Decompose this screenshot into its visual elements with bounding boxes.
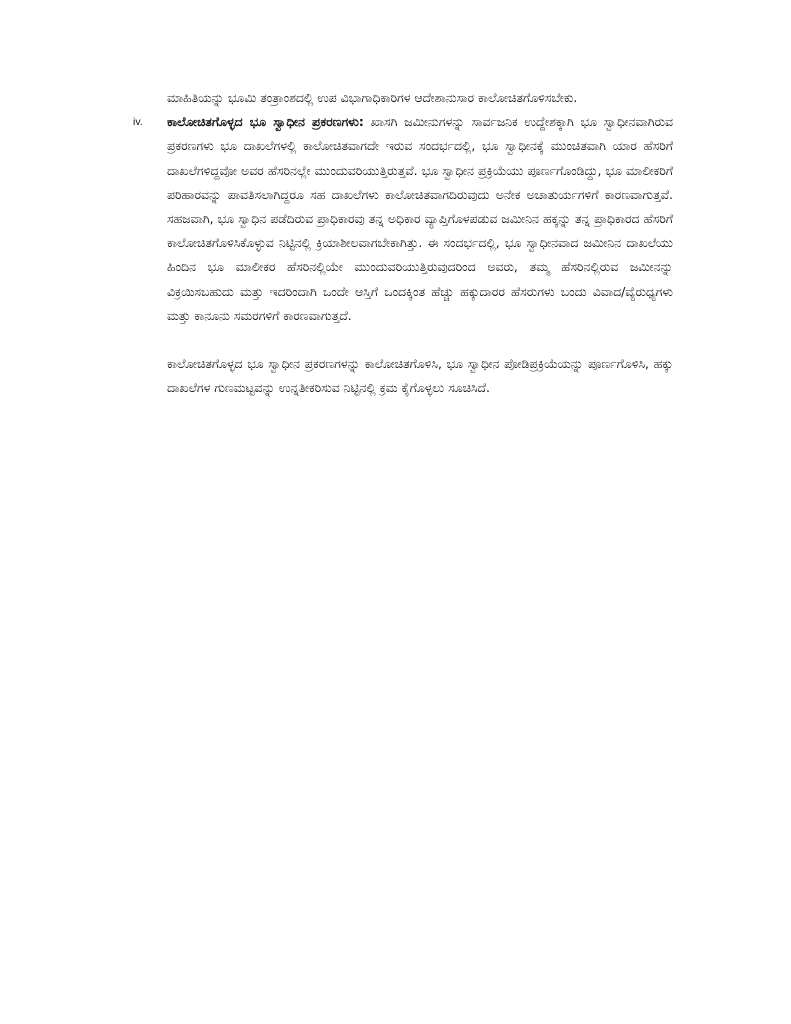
list-item-body (133, 110, 673, 328)
list-item-heading: ಕಾಲೋಚಿತಗೊಳ್ಳದ ಭೂ ಸ್ವಾಧೀನ ಪ್ರಕರಣಗಳು: (167, 114, 364, 130)
list-item-text: ಖಾಸಗಿ ಜಮೀನುಗಳನ್ನು ಸಾರ್ವಜನಿಕ ಉದ್ದೇಶಕ್ಕಾಗಿ ಭೂ ಸ್ವಾಧೀನವಾಗಿರುವ ಪ್ರಕರಣಗಳು ಭೂ ದಾಖಲೆಗಳಲ್ಲಿ ಕಾಲೋಚಿತವಾಗದೇ ಇರುವ ಸಂದರ್ಭದಲ್ಲಿ, ಭೂ ಸ್ವಾಧೀನಕ್ಕೆ ಮುಂಚಿತವಾಗಿ ಯಾರ ಹೆಸರಿಗೆ ದಾಖಲೆಗಳಿದ್ದವೋ ಅವರ ಹೆಸರಿನಲ್ಲೇ ಮುಂದುವರಿಯುತ್ತಿರುತ್ತವೆ. ಭೂ ಸ್ವಾಧೀನ ಪ್ರಕ್ರಿಯೆಯು ಪೂರ್ಣಗೊಂಡಿದ್ದು, ಭೂ ಮಾಲೀಕರಿಗೆ ಪರಿಹಾರವನ್ನು ಪಾವತಿಸಲಾಗಿದ್ದರೂ ಸಹ ದಾಖಲೆಗಳು ಕಾಲೋಚಿತವಾಗದಿರುವುದು ಅನೇಕ ಅಚಾತುರ್ಯಗಳಿಗೆ ಕಾರಣವಾಗುತ್ತವೆ. ಸಹಜವಾಗಿ, ಭೂ ಸ್ವಾಧಿನ ಪಡೆದಿರುವ ಪ್ರಾಧಿಕಾರವು ತನ್ನ ಅಧಿಕಾರ ವ್ಯಾಪ್ತಿಗೊಳಪಡುವ ಜಮೀನಿನ ಹಕ್ಕನ್ನು ತನ್ನ ಪ್ರಾಧಿಕಾರದ ಹೆಸರಿಗೆ ಕಾಲೋಚಿತಗೊಳಿಸಿಕೊಳ್ಳುವ ನಿಟ್ಟಿನಲ್ಲಿ ಕ್ರಿಯಾಶೀಲವಾಗಬೇಕಾಗಿತ್ತು. ಈ ಸಂದರ್ಭದಲ್ಲಿ, ಭೂ ಸ್ವಾಧೀನವಾದ ಜಮೀನಿನ ದಾಖಲೆಯು ಹಿಂದಿನ ಭೂ ಮಾಲೀಕರ ಹೆಸರಿನಲ್ಲಿಯೇ ಮುಂದುವರಿಯುತ್ತಿರುವುದರಿಂದ ಅವರು, ತಮ್ಮ ಹೆಸರಿನಲ್ಲಿರುವ ಜಮೀನನ್ನು ವಿಕ್ರಯಿಸಬಹುದು ಮತ್ತು ಇದರಿಂದಾಗಿ ಒಂದೇ ಆಸ್ತಿಗೆ ಒಂದಕ್ಕಿಂತ ಹೆಚ್ಚು ಹಕ್ಕುದಾರರ ಹೆಸರುಗಳು ಬಂದು ವಿವಾದ/ವ್ಯೆರುಧ್ಯಗಳು ಮತ್ತು ಕಾನೂನು ಸಮರಗಳಿಗೆ ಕಾರಣವಾಗುತ್ತದೆ. (167, 114, 673, 323)
document-content (133, 86, 673, 400)
list-marker: iv. (133, 116, 143, 129)
intro-paragraph: ಮಾಹಿತಿಯನ್ನು ಭೂಮಿ ತಂತ್ರಾಂಶದಲ್ಲಿ ಉಪ ವಿಭಾಗಾಧಿಕಾರಿಗಳ ಆದೇಶಾನುಸಾರ ಕಾಲೋಚಿತಗೊಳಿಸಬೇಕು. (167, 90, 578, 105)
list-item-iv (133, 110, 673, 328)
closing-paragraph: ಕಾಲೋಚಿತಗೊಳ್ಳದ ಭೂ ಸ್ವಾಧೀನ ಪ್ರಕರಣಗಳನ್ನು ಕಾಲೋಚಿತಗೊಳಿಸಿ, ಭೂ ಸ್ವಾಧೀನ ಪೋಡಿಪ್ರಕ್ರಿಯೆಯನ್ನು ಪೂರ್ಣಗೊಳಿಸಿ, ಹಕ್ಕು ದಾಖಲೆಗಳ ಗುಣಮಟ್ಟವನ್ನು ಉನ್ನತೀಕರಿಸುವ ನಿಟ್ಟಿನಲ್ಲಿ ಕ್ರಮ ಕೈಗೊಳ್ಳಲು ಸೂಚಿಸಿದೆ. (167, 356, 673, 396)
